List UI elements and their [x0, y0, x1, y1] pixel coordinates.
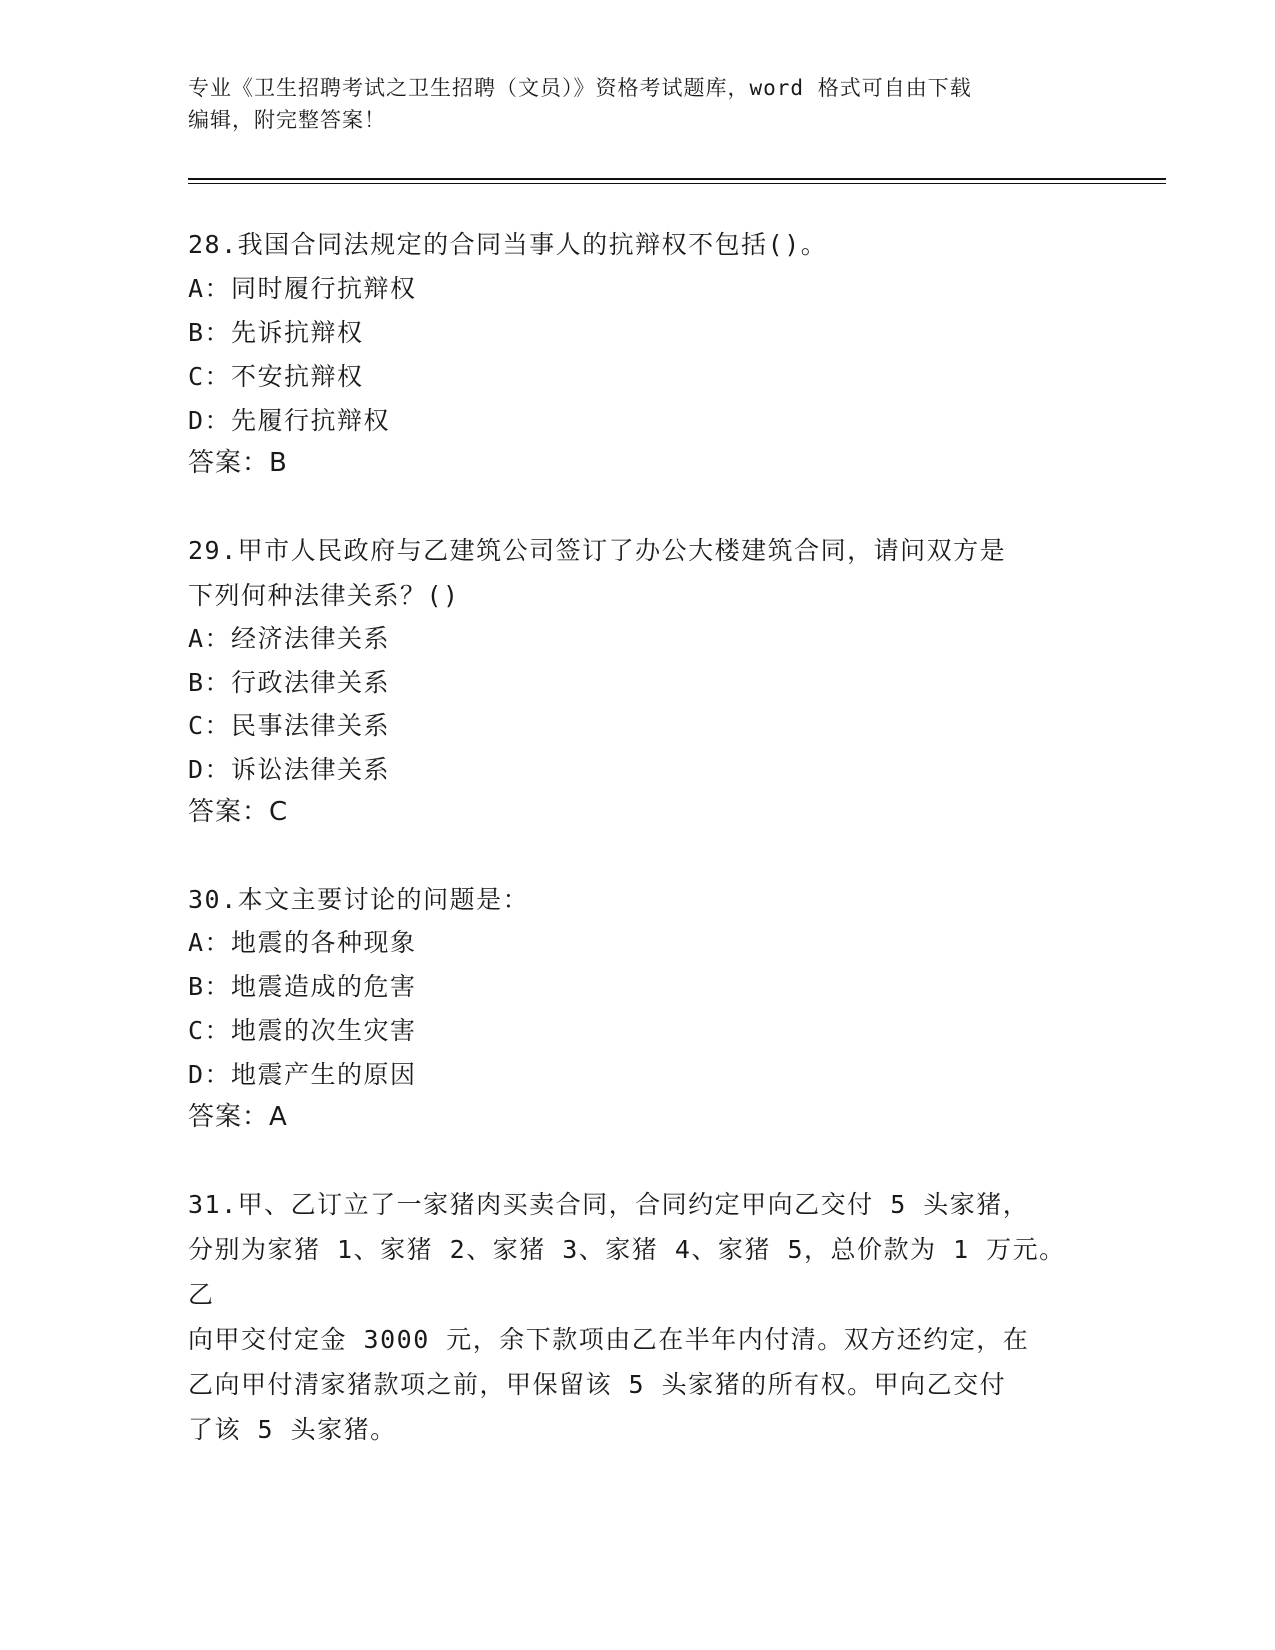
question-29-option-d: D：诉讼法律关系	[188, 755, 391, 784]
question-29-stem: 29.甲市人民政府与乙建筑公司签订了办公大楼建筑合同，请问双方是 下列何种法律关系？()	[188, 536, 1007, 610]
question-29-option-c: C：民事法律关系	[188, 711, 391, 740]
question-28-option-d: D：先履行抗辩权	[188, 406, 391, 435]
question-30-option-c: C：地震的次生灾害	[188, 1016, 417, 1045]
question-30-stem: 30.本文主要讨论的问题是：	[188, 885, 530, 914]
question-29-option-a: A：经济法律关系	[188, 624, 391, 653]
header-divider-thick	[188, 178, 1166, 180]
question-30-option-a: A：地震的各种现象	[188, 928, 417, 957]
question-31-stem: 31.甲、乙订立了一家猪肉买卖合同，合同约定甲向乙交付 5 头家猪， 分别为家猪 1、家猪 2、家猪 3、家猪 4、家猪 5，总价款为 1 万元。乙 向甲交付定金 3000 元，余下款项由乙在半年内付清。双方还约定，在 乙向甲付清家猪款项之前，甲保留该 5 头家猪的所有权。甲向乙交付 了该 5 头家猪。	[188, 1190, 1066, 1444]
document-header	[188, 72, 1088, 136]
question-28-stem: 28.我国合同法规定的合同当事人的抗辩权不包括()。	[188, 230, 828, 259]
header-line-2: 编辑，附完整答案！	[188, 108, 386, 132]
question-29-option-b: B：行政法律关系	[188, 668, 391, 697]
question-28-option-b: B：先诉抗辩权	[188, 318, 364, 347]
question-30-option-d: D：地震产生的原因	[188, 1060, 417, 1089]
question-30-option-b: B：地震造成的危害	[188, 972, 417, 1001]
question-29-answer: 答案：C	[188, 797, 289, 827]
question-28-answer: 答案：B	[188, 448, 288, 478]
header-divider-thin	[188, 183, 1166, 184]
question-28-option-c: C：不安抗辩权	[188, 362, 364, 391]
header-line-1: 专业《卫生招聘考试之卫生招聘（文员）》资格考试题库，word 格式可自由下载	[188, 76, 972, 100]
question-30-answer: 答案：A	[188, 1102, 288, 1132]
question-28-option-a: A：同时履行抗辩权	[188, 274, 417, 303]
